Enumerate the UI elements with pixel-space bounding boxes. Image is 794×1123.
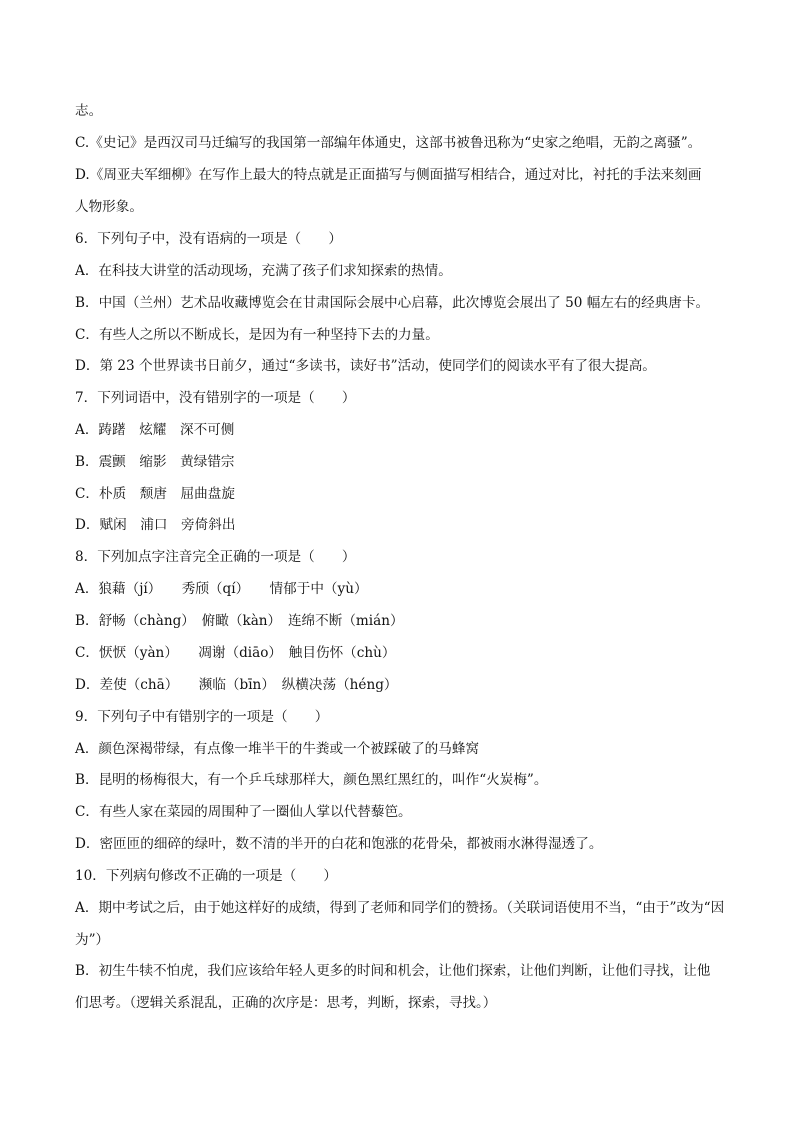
question-7-stem: 7．下列词语中，没有错别字的一项是（ ） xyxy=(75,390,356,406)
question-10-stem: 10．下列病句修改不正确的一项是（ ） xyxy=(75,868,337,884)
text-line: 为”） xyxy=(75,932,110,948)
question-8-option-a: A．狼藉（jí） 秀颀（qí） 情郁于中（yù） xyxy=(75,581,368,597)
question-7-option-b: B．震颤 缩影 黄绿错宗 xyxy=(75,454,235,470)
question-8-option-d: D．差使（chā） 濒临（bīn） 纵横决荡（héng） xyxy=(75,677,398,693)
question-6-option-b: B．中国（兰州）艺术品收藏博览会在甘肃国际会展中心启幕，此次博览会展出了 50 幅左右的经典唐卡。 xyxy=(75,295,710,311)
question-9-stem: 9．下列句子中有错别字的一项是（ ） xyxy=(75,709,329,725)
question-8-option-b: B．舒畅（chàng） 俯瞰（kàn） 连绵不断（mián） xyxy=(75,613,404,629)
question-8-option-c: C．恹恹（yàn） 凋谢（diāo） 触目伤怀（chù） xyxy=(75,645,396,661)
text-line: 志。 xyxy=(75,103,103,119)
question-8-stem: 8．下列加点字注音完全正确的一项是（ ） xyxy=(75,549,356,565)
text-line: C.《史记》是西汉司马迁编写的我国第一部编年体通史，这部书被鲁迅称为“史家之绝唱，无韵之离骚”。 xyxy=(75,135,702,151)
question-7-option-a: A．踌躇 炫耀 深不可侧 xyxy=(75,422,235,438)
question-9-option-b: B．昆明的杨梅很大，有一个乒乓球那样大，颜色黑红黑红的，叫作“火炭梅”。 xyxy=(75,772,548,788)
question-6-option-d: D．第 23 个世界读书日前夕，通过“多读书，读好书”活动，使同学们的阅读水平有了很大提高。 xyxy=(75,358,656,374)
text-line: 人物形象。 xyxy=(75,199,143,215)
question-6-option-a: A．在科技大讲堂的活动现场，充满了孩子们求知探索的热情。 xyxy=(75,263,452,279)
question-7-option-d: D．赋闲 浦口 旁倚斜出 xyxy=(75,517,236,533)
text-line: 们思考。（逻辑关系混乱，正确的次序是：思考，判断，探索，寻找。） xyxy=(75,995,497,1011)
question-6-option-c: C．有些人之所以不断成长，是因为有一种坚持下去的力量。 xyxy=(75,327,439,343)
question-7-option-c: C．朴质 颓唐 屈曲盘旋 xyxy=(75,486,235,502)
question-9-option-d: D．密匝匝的细碎的绿叶，数不清的半开的白花和饱涨的花骨朵，都被雨水淋得湿透了。 xyxy=(75,836,603,852)
question-10-option-a: A．期中考试之后，由于她这样好的成绩，得到了老师和同学们的赞扬。（关联词语使用不当，“由于”改为“因 xyxy=(75,900,725,916)
question-6-stem: 6．下列句子中，没有语病的一项是（ ） xyxy=(75,231,342,247)
text-line: D.《周亚夫军细柳》在写作上最大的特点就是正面描写与侧面描写相结合，通过对比，衬托的手法来刻画 xyxy=(75,167,702,183)
question-9-option-a: A．颜色深褐带绿，有点像一堆半干的牛粪或一个被踩破了的马蜂窝 xyxy=(75,741,480,757)
question-10-option-b: B．初生牛犊不怕虎，我们应该给年轻人更多的时间和机会，让他们探索，让他们判断，让他们寻找，让他 xyxy=(75,963,711,979)
question-9-option-c: C．有些人家在菜园的周围种了一圈仙人掌以代替藜笆。 xyxy=(75,804,412,820)
